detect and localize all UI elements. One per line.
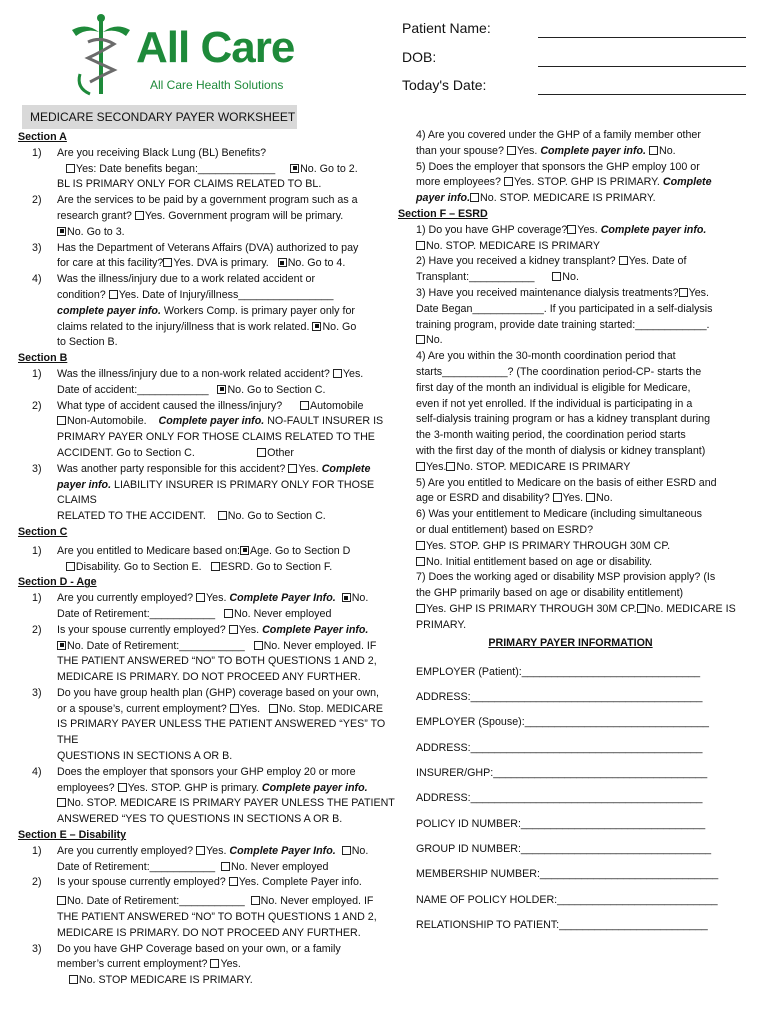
f4-yes-checkbox[interactable] [416, 462, 425, 471]
question-e5: 5) Does the employer that sponsors the GHP employ 100 or [416, 160, 700, 173]
section-e-heading: Section E – Disability [18, 829, 127, 842]
e1-never-checkbox[interactable] [221, 862, 230, 871]
f3-yes-checkbox[interactable] [679, 288, 688, 297]
section-d-heading: Section D - Age [18, 576, 97, 589]
b2-note-2: ACCIDENT. Go to Section C. Other [57, 446, 294, 459]
f1-no-checkbox[interactable] [416, 241, 425, 250]
patient-name-field[interactable] [538, 36, 746, 38]
d3-options: or a spouse’s, current employment? Yes. No. Stop. MEDICARE [57, 702, 383, 715]
e3-no-checkbox[interactable] [69, 975, 78, 984]
question-e2: 2) Is your spouse currently employed? Yes. Complete Payer info. [32, 876, 362, 889]
question-a2: 2) Are the services to be paid by a government program such as a [32, 194, 358, 207]
a2-options: research grant? Yes. Government program will be primary. [57, 209, 344, 222]
d4-options: employees? Yes. STOP. GHP is primary. Complete payer info. [57, 781, 368, 794]
question-a3: 3) Has the Department of Veterans Affairs (DVA) authorized to pay [32, 241, 359, 254]
e2-yes-checkbox[interactable] [229, 877, 238, 886]
a3-no-checkbox[interactable] [278, 258, 287, 267]
section-c-heading: Section C [18, 525, 68, 538]
a1-yes-checkbox[interactable] [66, 164, 75, 173]
d2-never-checkbox[interactable] [254, 641, 263, 650]
b2-auto-checkbox[interactable] [300, 401, 309, 410]
d4-yes-checkbox[interactable] [118, 783, 127, 792]
question-f1: 1) Do you have GHP coverage? Yes. Complete payer info. [416, 223, 707, 236]
a1-note: BL IS PRIMARY ONLY FOR CLAIMS RELATED TO BL. [57, 178, 322, 191]
d2-no-checkbox[interactable] [57, 641, 66, 650]
a2-no-option: No. Go to 3. [18, 225, 408, 241]
c1-esrd-checkbox[interactable] [211, 562, 220, 571]
e5-no-checkbox[interactable] [470, 193, 479, 202]
d2-options: No. Date of Retirement:___________ No. Never employed. IF [18, 639, 408, 655]
f7-question-2: the GHP primarily based on age or disability entitlement) [416, 587, 684, 600]
e1-options: Date of Retirement:___________ No. Never employed [57, 860, 329, 873]
d1-never-checkbox[interactable] [224, 609, 233, 618]
a2-yes-checkbox[interactable] [135, 211, 144, 220]
f4-no-checkbox[interactable] [446, 462, 455, 471]
todays-date-label: Today's Date: [402, 77, 487, 93]
e4-yes-checkbox[interactable] [507, 146, 516, 155]
f6-yes-checkbox[interactable] [416, 541, 425, 550]
a4-no-checkbox[interactable] [312, 322, 321, 331]
d4-no-option: No. STOP. MEDICARE IS PRIMARY PAYER UNLESS THE PATIENT [18, 796, 408, 812]
f2-options: Transplant:___________ No. [416, 271, 579, 284]
address-spouse-employer-field[interactable]: ADDRESS:_______________________________________ [416, 742, 703, 754]
question-d4: 4) Does the employer that sponsors your GHP employ 20 or more [32, 765, 356, 778]
d2-note: THE PATIENT ANSWERED “NO” TO BOTH QUESTIONS 1 AND 2, [57, 655, 377, 668]
dob-label: DOB: [402, 49, 437, 65]
e3-yes-checkbox[interactable] [210, 959, 219, 968]
policy-id-field[interactable]: POLICY ID NUMBER:_______________________________ [416, 818, 706, 830]
dob-field[interactable] [538, 65, 746, 67]
a4-note-3: to Section B. [57, 336, 118, 349]
question-f4: 4) Are you within the 30-month coordination period that starts___________? (The coordination period-CP- starts the first day of the month an individual is eligible for Medicare, even if not yet enrolled. If the individual is participating in a self-dialysis training program or has a kidney transplant during the 3-month waiting period, the coordination period starts with the first day of the month of dialysis or kidney transplant) [416, 350, 711, 457]
primary-payer-info-heading: PRIMARY PAYER INFORMATION [488, 636, 653, 649]
f7-options: Yes. GHP IS PRIMARY THROUGH 30M CP. No. MEDICARE IS [398, 602, 743, 618]
employer-spouse-field[interactable]: EMPLOYER (Spouse):_______________________________ [416, 716, 709, 728]
b2-other-checkbox[interactable] [257, 448, 266, 457]
d1-no-checkbox[interactable] [342, 593, 351, 602]
a1-no-checkbox[interactable] [290, 164, 299, 173]
f2-yes-checkbox[interactable] [619, 256, 628, 265]
f3-training: training program, provide date training started:____________. [416, 318, 710, 331]
f7-note: PRIMARY. [416, 618, 467, 631]
left-column [18, 130, 408, 989]
f7-yes-checkbox[interactable] [416, 604, 425, 613]
e4-no-checkbox[interactable] [649, 146, 658, 155]
e1-yes-checkbox[interactable] [196, 846, 205, 855]
right-column [398, 128, 743, 651]
e5-yes-checkbox[interactable] [504, 177, 513, 186]
f1-no-option: No. STOP. MEDICARE IS PRIMARY [398, 239, 743, 255]
e4-options: than your spouse? Yes. Complete payer info. No. [416, 144, 676, 157]
e3-no-option: No. STOP MEDICARE IS PRIMARY. [18, 973, 408, 989]
employer-patient-field[interactable]: EMPLOYER (Patient):______________________________ [416, 666, 701, 678]
d4-note: ANSWERED “YES TO QUESTIONS IN SECTIONS A OR B. [57, 813, 343, 826]
question-b1: 1) Was the illness/injury due to a non-work related accident? Yes. [32, 367, 364, 380]
b2-nonauto-checkbox[interactable] [57, 416, 66, 425]
caduceus-icon [66, 12, 136, 98]
policy-holder-field[interactable]: NAME OF POLICY HOLDER:___________________________ [416, 894, 718, 906]
f5-yes-checkbox[interactable] [553, 493, 562, 502]
a4-note: complete payer info. Workers Comp. is primary payer only for [57, 304, 355, 317]
a3-options: for care at this facility? Yes. DVA is primary. No. Go to 4. [57, 257, 346, 270]
b3-no-checkbox[interactable] [218, 511, 227, 520]
membership-number-field[interactable]: MEMBERSHIP NUMBER:______________________________ [416, 868, 719, 880]
b1-options: Date of accident:____________ No. Go to Section C. [57, 383, 326, 396]
address-patient-employer-field[interactable]: ADDRESS:_______________________________________ [416, 691, 703, 703]
section-a-heading: Section A [18, 131, 67, 143]
question-f5: 5) Are you entitled to Medicare on the basis of either ESRD and [416, 476, 717, 489]
e3-options: member’s current employment? Yes. [57, 958, 241, 971]
logo [66, 12, 326, 98]
d3-note: IS PRIMARY PAYER UNLESS THE PATIENT ANSWERED “YES” TO THE [57, 718, 386, 747]
question-e3: 3) Do you have GHP Coverage based on your own, or a family [32, 942, 341, 955]
a2-no-checkbox[interactable] [57, 227, 66, 236]
patient-name-label: Patient Name: [402, 20, 491, 36]
d4-no-checkbox[interactable] [57, 798, 66, 807]
question-f3: 3) Have you received maintenance dialysis treatments? Yes. [416, 286, 709, 299]
section-f-heading: Section F – ESRD [398, 207, 488, 220]
f3-no-option: No. [398, 333, 743, 349]
a1-options: Yes: Date benefits began:_____________ No. Go to 2. [18, 162, 408, 178]
section-b-heading: Section B [18, 352, 68, 365]
f6-question-2: or dual entitlement) based on ESRD? [416, 523, 594, 536]
b3-yes-checkbox[interactable] [288, 464, 297, 473]
f5-options: age or ESRD and disability? Yes. No. [416, 492, 613, 505]
c1-options: Disability. Go to Section E. ESRD. Go to Section F. [18, 560, 408, 576]
d1-yes-checkbox[interactable] [196, 593, 205, 602]
e5-options: more employees? Yes. STOP. GHP IS PRIMARY. Complete [416, 176, 712, 189]
c1-age-checkbox[interactable] [240, 546, 249, 555]
a4-yes-checkbox[interactable] [109, 290, 118, 299]
insurer-ghp-field[interactable]: INSURER/GHP:____________________________________ [416, 767, 708, 779]
question-f7: 7) Does the working aged or disability MSP provision apply? (Is [416, 571, 716, 584]
f6-no-checkbox[interactable] [416, 557, 425, 566]
group-id-field[interactable]: GROUP ID NUMBER:________________________________ [416, 843, 712, 855]
worksheet-title: MEDICARE SECONDARY PAYER WORKSHEET [22, 105, 297, 129]
b3-note-2: RELATED TO THE ACCIDENT. No. Go to Section C. [57, 510, 326, 523]
relationship-field[interactable]: RELATIONSHIP TO PATIENT:_________________________ [416, 919, 708, 931]
question-b2: 2) What type of accident caused the illness/injury? Automobile [32, 399, 364, 412]
e2-no-checkbox[interactable] [57, 896, 66, 905]
b1-yes-checkbox[interactable] [333, 369, 342, 378]
f2-no-checkbox[interactable] [552, 272, 561, 281]
c1-disability-checkbox[interactable] [66, 562, 75, 571]
question-f2: 2) Have you received a kidney transplant? Yes. Date of [416, 255, 687, 268]
f6-no-option: No. Initial entitlement based on age or disability. [398, 555, 743, 571]
d3-yes-checkbox[interactable] [230, 704, 239, 713]
e1-no-checkbox[interactable] [342, 846, 351, 855]
question-a1: 1) Are you receiving Black Lung (BL) Benefits? [32, 146, 267, 159]
e5-no-option: payer info. No. STOP. MEDICARE IS PRIMARY. [416, 192, 656, 205]
question-c1: 1) Are you entitled to Medicare based on: Age. Go to Section D [32, 544, 351, 557]
b3-note: payer info. LIABILITY INSURER IS PRIMARY ONLY FOR THOSE CLAIMS [57, 478, 375, 507]
e2-note-2: MEDICARE IS PRIMARY. DO NOT PROCEED ANY FURTHER. [57, 926, 361, 939]
todays-date-field[interactable] [538, 93, 746, 95]
logo-tagline: All Care Health Solutions [150, 78, 284, 92]
f5-no-checkbox[interactable] [586, 493, 595, 502]
d2-yes-checkbox[interactable] [229, 625, 238, 634]
a3-yes-checkbox[interactable] [163, 258, 172, 267]
f7-no-checkbox[interactable] [637, 604, 646, 613]
f3-date: Date Began____________. If you participated in a self-dialysis [416, 302, 713, 315]
b2-note: PRIMARY PAYER ONLY FOR THOSE CLAIMS RELATED TO THE [57, 431, 375, 444]
d3-note-2: QUESTIONS IN SECTIONS A OR B. [57, 750, 233, 763]
b2-options: Non-Automobile. Complete payer info. NO-FAULT INSURER IS [18, 414, 408, 430]
f3-no-checkbox[interactable] [416, 335, 425, 344]
question-f6: 6) Was your entitlement to Medicare (including simultaneous [416, 508, 702, 521]
question-e1: 1) Are you currently employed? Yes. Complete Payer Info. No. [32, 844, 369, 857]
f1-yes-checkbox[interactable] [567, 225, 576, 234]
question-d2: 2) Is your spouse currently employed? Yes. Complete Payer info. [32, 623, 369, 636]
e2-never-checkbox[interactable] [251, 896, 260, 905]
address-insurer-field[interactable]: ADDRESS:_______________________________________ [416, 792, 703, 804]
question-d1: 1) Are you currently employed? Yes. Complete Payer Info. No. [32, 592, 369, 605]
header [0, 0, 770, 100]
f6-yes-option: Yes. STOP. GHP IS PRIMARY THROUGH 30M CP. [398, 539, 743, 555]
question-d3: 3) Do you have group health plan (GHP) coverage based on your own, [32, 686, 380, 699]
logo-name: All Care [136, 23, 295, 72]
d2-note-2: MEDICARE IS PRIMARY. DO NOT PROCEED ANY FURTHER. [57, 671, 361, 684]
d1-options: Date of Retirement:___________ No. Never employed [57, 607, 332, 620]
question-b3: 3) Was another party responsible for this accident? Yes. Complete [32, 462, 371, 475]
e2-options: No. Date of Retirement:___________ No. Never employed. IF [18, 894, 408, 910]
d3-no-checkbox[interactable] [269, 704, 278, 713]
a4-note-2: claims related to the injury/illness that is work related. No. Go [57, 320, 357, 333]
question-e4: 4) Are you covered under the GHP of a family member other [416, 129, 701, 141]
b1-no-checkbox[interactable] [217, 385, 226, 394]
a4-options: condition? Yes. Date of Injury/illness________________ [57, 288, 334, 301]
f4-options: Yes. No. STOP. MEDICARE IS PRIMARY [398, 460, 743, 476]
question-a4: 4) Was the illness/injury due to a work related accident or [32, 273, 316, 286]
e2-note: THE PATIENT ANSWERED “NO” TO BOTH QUESTIONS 1 AND 2, [57, 911, 377, 924]
